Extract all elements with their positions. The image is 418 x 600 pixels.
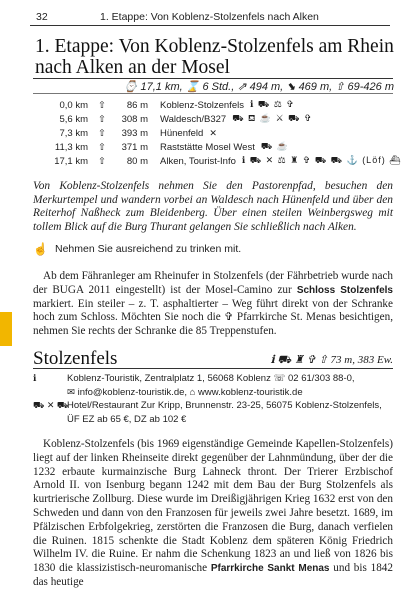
header-rule: [30, 25, 390, 26]
stage-point-name: Hünenfeld: [160, 127, 204, 139]
facility-icons: ℹ ⛟ ⚖ ✞: [249, 99, 295, 109]
stage-point-name: Alken, Tourist-Info: [160, 155, 236, 167]
town-summary: ℹ ⛟ ♜ ✞ ⇧ 73 m, 383 Ew.: [270, 354, 393, 366]
info-text: ✉ info@koblenz-touristik.de, ⌂ www.koblenz-touristik.de: [67, 386, 303, 398]
chapter-tab-marker: [0, 312, 12, 346]
stage-title-line-2: nach Alken an der Mosel: [35, 57, 230, 78]
stage-point-row: [33, 98, 403, 112]
facility-icons: ℹ ⛟ ✕ ⚖ ♜ ✞ ⛟ ⛟ ⚓ (Löf) ⛴: [241, 155, 402, 165]
elevation-arrow-icon: ⇧: [98, 155, 106, 167]
body-paragraph-2: [33, 438, 393, 590]
stage-point-height: 308 m: [121, 113, 148, 125]
running-title: 1. Etappe: Von Koblenz-Stolzenfels nach Alken: [100, 11, 319, 23]
body-text: Koblenz-Stolzenfels (bis 1969 eigenständige Gemeinde Kapellen-Stolzenfels) liegt auf der linken Rheinseite direkt gegenüber der Lahnmündung, über der die 1232 erbaute kurmainzische Burg Lahneck thront. Der Trierer Erzbischof Arnold II. von Isenburg begann 1242 mit dem Bau der Burg Stolzenfels als kurtrierische Zollburg. Diese wurde im Dreißigjährigen Krieg 1632 erst von den Schweden und dann von den Franzosen für jeweils zwei Jahre besetzt. 1689, im Pfälzischen Erbfolgekrieg, zerstörten die Franzosen die Burg, danach verfielen die Ruinen. 1815 schenkte die Stadt Koblenz dem späteren König Friedrich Wilhelm IV. die Ruine. Er nahm die Schenkung 1823 an und ließ von 1826 bis 1830 die klassizistisch-neuromanische: [33, 438, 393, 575]
title-rule: [33, 78, 393, 79]
stage-point-height: 80 m: [126, 155, 148, 167]
stage-point-height: 371 m: [121, 141, 148, 153]
facility-icons: ⛟ ☕: [260, 141, 289, 151]
body-text: markiert. Ein steiler – z. T. asphaltierter – Weg führt direkt von der Schranke hoch zum Schloss. Möchten Sie noch die ✞ Pfarrkirche St. Menas besichtigen, nehmen Sie rechts der Schranke die 85 Treppenstufen.: [33, 297, 393, 338]
running-header: [30, 10, 390, 26]
info-icon: ℹ: [33, 373, 37, 383]
stage-point-row: [33, 140, 403, 154]
pointing-hand-icon: ☝: [33, 242, 48, 256]
stage-title-line-1: 1. Etappe: Von Koblenz-Stolzenfels am Rhein: [35, 36, 394, 57]
stats-rule: [33, 93, 393, 94]
info-row: [33, 399, 393, 413]
info-row: [33, 413, 393, 427]
stage-point-height: 393 m: [121, 127, 148, 139]
body-text: und bis 1842 das heutige: [33, 562, 393, 588]
town-name: Stolzenfels: [33, 348, 118, 369]
stage-point-name: Raststätte Mosel West: [160, 141, 255, 153]
stage-point-name: Koblenz-Stolzenfels: [160, 99, 244, 111]
facility-icons: ⛟ ⛾ ☕ ⚔ ⛟ ✞: [232, 113, 313, 123]
stage-point-row: [33, 126, 403, 140]
highlight-church: Pfarrkirche Sankt Menas: [210, 563, 330, 575]
stage-point-km: 17,1 km: [54, 155, 88, 167]
stage-intro: Von Koblenz-Stolzenfels nehmen Sie den Pastorenpfad, besuchen den Merkurtempel und wandern vorbei an Waldesch nach Hünenfeld und über den Reiterhof Naßheck zum Bleidenberg. Über einen steilen Weinbergsweg mit tollem Blick auf die Burg Thurant gelangen Sie schließlich nach Alken.: [33, 180, 393, 233]
info-row: [33, 372, 393, 386]
tip-text: Nehmen Sie ausreichend zu trinken mit.: [55, 243, 242, 255]
info-text: Hotel/Restaurant Zur Kripp, Brunnenstr. 23-25, 56075 Koblenz-Stolzenfels,: [67, 400, 382, 411]
elevation-arrow-icon: ⇧: [98, 141, 106, 153]
elevation-arrow-icon: ⇧: [98, 113, 106, 125]
stage-point-km: 5,6 km: [59, 113, 88, 125]
info-text: Koblenz-Touristik, Zentralplatz 1, 56068 Koblenz ☏ 02 61/303 88-0,: [67, 373, 355, 384]
info-row: [33, 386, 393, 400]
stage-point-km: 0,0 km: [59, 99, 88, 111]
stage-point-row: [33, 154, 403, 168]
stage-point-km: 11,3 km: [54, 141, 88, 153]
elevation-arrow-icon: ⇧: [98, 99, 106, 111]
stage-point-name: Waldesch/B327: [160, 113, 227, 125]
info-text: ÜF EZ ab 65 €, DZ ab 102 €: [67, 413, 187, 425]
hotel-restaurant-icon: ⛟ ✕ ⛟: [33, 400, 69, 410]
stage-point-km: 7,3 km: [59, 127, 88, 139]
town-info-block: [33, 372, 393, 426]
stage-title: [35, 36, 395, 78]
stage-stats: ⌚ 17,1 km, ⌛ 6 Std., ⇗ 494 m, ⬊ 469 m, ⇧ 69-426 m: [123, 81, 394, 93]
stage-point-height: 86 m: [126, 99, 148, 111]
body-paragraph-1: [33, 270, 393, 339]
stage-point-row: [33, 112, 403, 126]
body-text: Ab dem Fähranleger am Rheinufer in Stolzenfels (der Fährbetrieb wurde nach der BUGA 2011 eingestellt) ist der Mosel-Camino zur: [33, 270, 393, 296]
page-number: 32: [36, 11, 48, 23]
highlight-castle: Schloss Stolzenfels: [296, 284, 393, 296]
elevation-arrow-icon: ⇧: [98, 127, 106, 139]
facility-icons: ✕: [209, 127, 218, 138]
town-heading: [33, 349, 393, 369]
town-rule: [33, 368, 393, 369]
stage-points-table: [33, 98, 403, 168]
